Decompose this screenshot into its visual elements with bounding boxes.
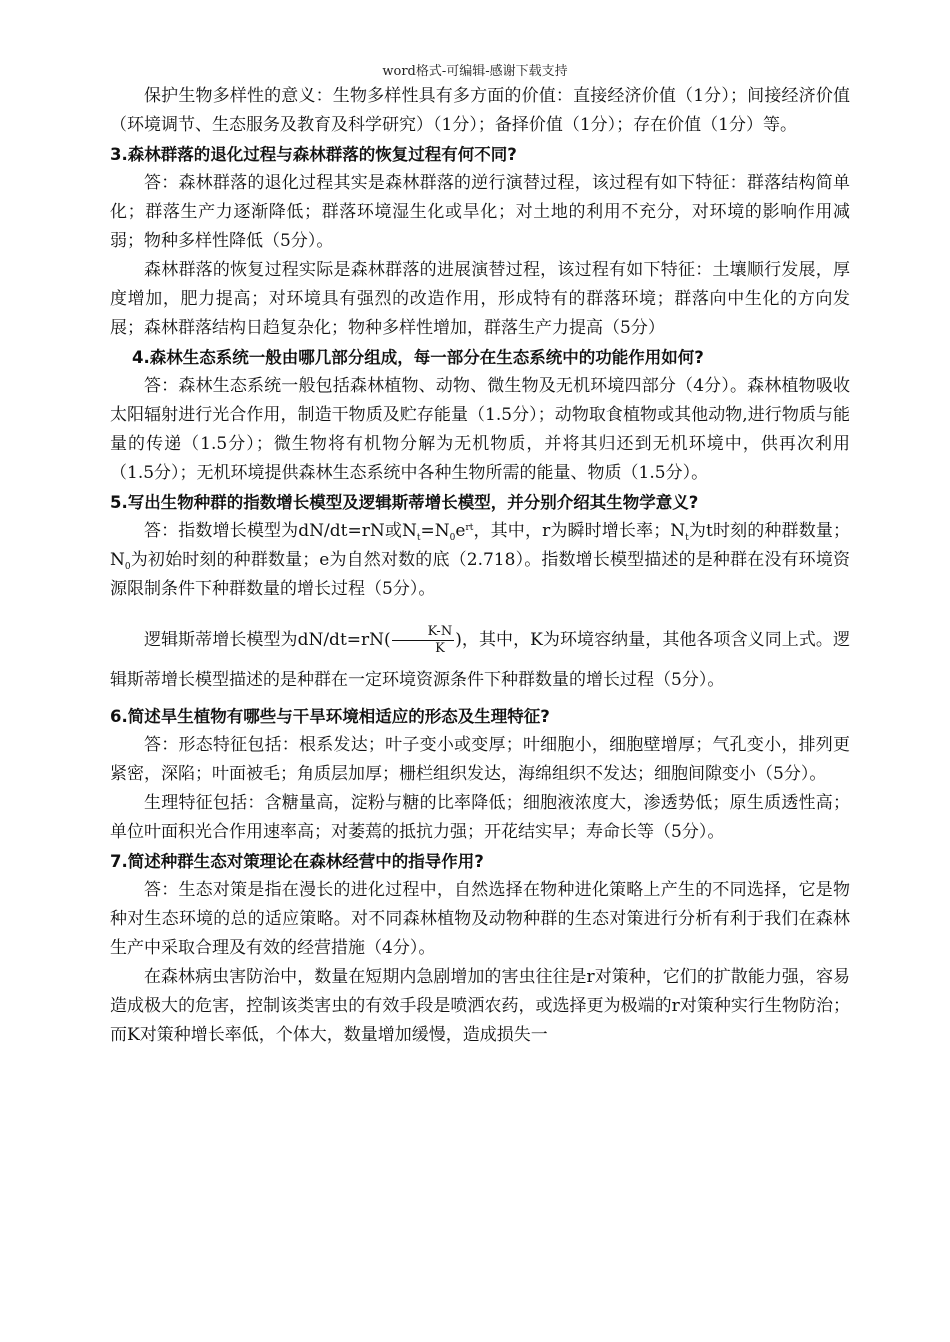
question-7-answer-1: 答：生态对策是指在漫长的进化过程中，自然选择在物种进化策略上产生的不同选择，它是物种对生态环境的总的适应策略。对不同森林植物及动物种群的生态对策进行分析有利于我们在森林生产中采取合理及有效的经营措施（4分）。	[110, 880, 850, 958]
logistic-model-post: )，其中，K为环境容纳量，其他各项含义同上式。逻辑斯蒂增长模型描述的是种群在一定环境资源条件下种群数量的增长过程（5分）。	[110, 630, 850, 690]
document-body	[110, 82, 850, 1050]
exp-model-mid-2: 为t时刻的种群数量；N	[110, 521, 850, 570]
question-3-answer-2: 森林群落的恢复过程实际是森林群落的进展演替过程，该过程有如下特征：土壤顺行发展，厚度增加，肥力提高；对环境具有强烈的改造作用，形成特有的群落环境；群落向中生化的方向发展；森林群落结构日趋复杂化；物种多样性增加，群落生产力提高（5分）	[110, 260, 850, 338]
formula-N: N	[402, 521, 417, 541]
question-7-title: 7.简述种群生态对策理论在森林经营中的指导作用?	[110, 852, 484, 871]
question-5-answer-1	[110, 517, 850, 604]
logistic-model-text: 逻辑斯蒂增长模型为dN/dt=rN(	[144, 630, 391, 650]
subscript-0: 0	[449, 533, 456, 543]
fraction	[392, 624, 455, 657]
question-7-answer-2: 在森林病虫害防治中，数量在短期内急剧增加的害虫往往是r对策种，它们的扩散能力强，容易造成极大的危害，控制该类害虫的有效手段是喷洒农药，或选择更为极端的r对策种实行生物防治；而K对策种增长率低，个体大，数量增加缓慢，造成损失一	[110, 967, 850, 1045]
question-3-answer-1: 答：森林群落的退化过程其实是森林群落的逆行演替过程，该过程有如下特征：群落结构简单化；群落生产力逐渐降低；群落环境湿生化或旱化；对土地的利用不充分，对环境的影响作用减弱；物种多样性降低（5分）。	[110, 173, 850, 251]
subscript-0-2: 0	[124, 562, 131, 572]
page-header: word格式-可编辑-感谢下载支持	[382, 64, 568, 79]
formula-e: e	[455, 521, 466, 541]
question-3-title: 3.森林群落的退化过程与森林群落的恢复过程有何不同?	[110, 145, 517, 164]
subscript-t: t	[416, 533, 421, 543]
question-5-answer-2	[110, 620, 850, 700]
question-5-title: 5.写出生物种群的指数增长模型及逻辑斯蒂增长模型，并分别介绍其生物学意义?	[110, 493, 699, 512]
exp-model-mid: ，其中，r为瞬时增长率；N	[473, 521, 686, 541]
question-4-title: 4.森林生态系统一般由哪几部分组成，每一部分在生态系统中的功能作用如何?	[132, 348, 704, 367]
exp-model-post: 为初始时刻的种群数量；e为自然对数的底（2.718）。指数增长模型描述的是种群在没有环境资源限制条件下种群数量的增长过程（5分）。	[110, 550, 850, 599]
intro-paragraph: 保护生物多样性的意义：生物多样性具有多方面的价值：直接经济价值（1分）；间接经济价值（环境调节、生态服务及教育及科学研究）（1分）；备择价值（1分）；存在价值（1分）等。	[110, 86, 850, 135]
fraction-denominator: K	[435, 641, 445, 656]
exp-model-text: 答：指数增长模型为dN/dt=rN或	[144, 521, 403, 541]
subscript-t-2: t	[685, 533, 689, 543]
fraction-numerator: K-N	[392, 624, 455, 641]
formula-equals-N: =N	[420, 521, 450, 541]
question-6-answer-1: 答：形态特征包括：根系发达；叶子变小或变厚；叶细胞小，细胞壁增厚；气孔变小，排列更紧密，深陷；叶面被毛；角质层加厚；栅栏组织发达，海绵组织不发达；细胞间隙变小（5分）。	[110, 735, 850, 784]
question-6-title: 6.简述旱生植物有哪些与干旱环境相适应的形态及生理特征?	[110, 707, 550, 726]
question-4-answer-1: 答：森林生态系统一般包括森林植物、动物、微生物及无机环境四部分（4分）。森林植物吸收太阳辐射进行光合作用，制造干物质及贮存能量（1.5分）；动物取食植物或其他动物,进行物质与能量的传递（1.5分）；微生物将有机物分解为无机物质，并将其归还到无机环境中，供再次利用（1.5分）；无机环境提供森林生态系统中各种生物所需的能量、物质（1.5分）。	[110, 376, 851, 483]
superscript-rt: rt	[465, 523, 474, 533]
question-6-answer-2: 生理特征包括：含糖量高，淀粉与糖的比率降低；细胞液浓度大，渗透势低；原生质透性高；单位叶面积光合作用速率高；对萎蔫的抵抗力强；开花结实早；寿命长等（5分）。	[110, 793, 850, 842]
